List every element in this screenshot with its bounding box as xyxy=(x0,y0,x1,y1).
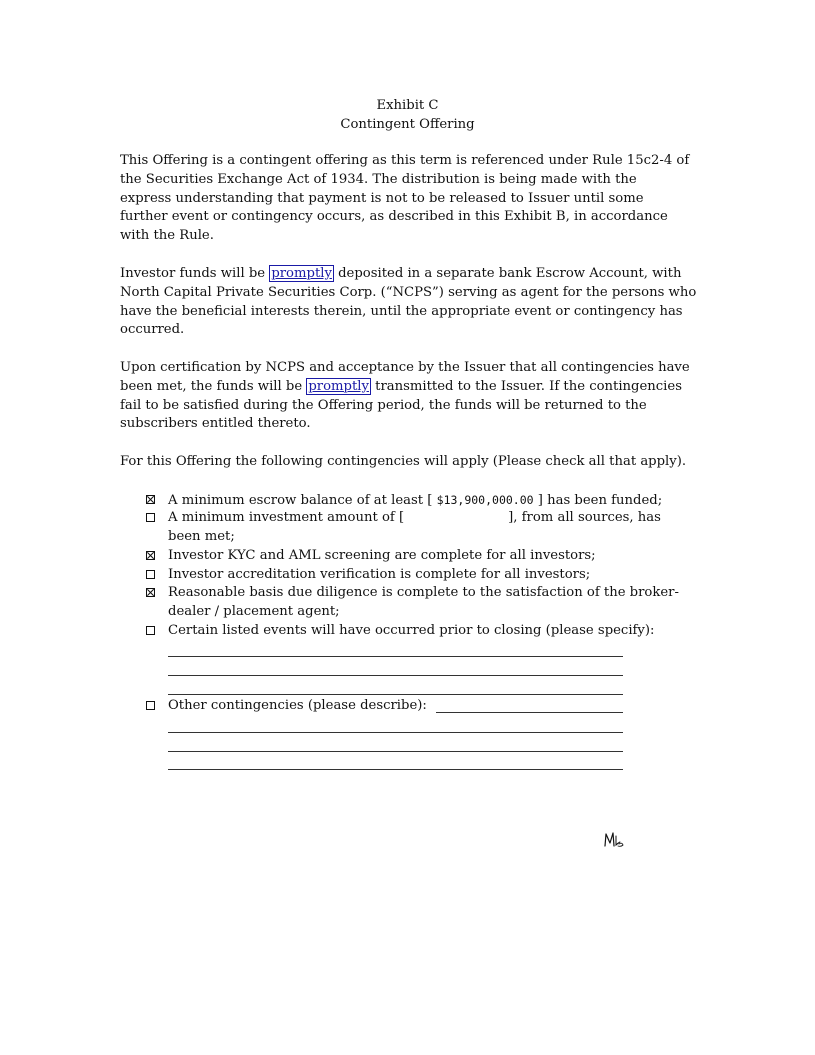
checkbox-other[interactable] xyxy=(146,701,155,710)
paragraph-contingent-offering xyxy=(120,152,705,246)
text-line: This Offering is a contingent offering as this term is referenced under Rule 15c2-4 of xyxy=(120,153,690,168)
listed-events-line-3[interactable] xyxy=(168,694,623,695)
text-line: express understanding that payment is not to be released to Issuer until some xyxy=(120,190,644,206)
contingency-text xyxy=(168,509,661,547)
contingency-text xyxy=(168,697,427,716)
exhibit-label: Exhibit C xyxy=(376,98,439,113)
text-line: been met; xyxy=(168,528,235,544)
text-line: North Capital Private Securities Corp. (“NCPS”) serving as agent for the persons who xyxy=(120,284,697,300)
text-line xyxy=(120,265,705,284)
text-line xyxy=(120,378,705,397)
checkbox-minimum-investment[interactable] xyxy=(146,513,155,522)
listed-events-line-1[interactable] xyxy=(168,656,623,657)
text-line: Upon certification by NCPS and acceptance by the Issuer that all contingencies have xyxy=(120,360,690,375)
other-contingencies-line-3[interactable] xyxy=(168,769,623,770)
other-contingencies-line-2[interactable] xyxy=(168,751,623,752)
text-line: Certain listed events will have occurred prior to closing (please specify): xyxy=(168,623,655,638)
text-fragment: A minimum escrow balance of at least [ xyxy=(168,493,437,508)
other-contingencies-line-0[interactable] xyxy=(436,712,623,713)
checkbox-accreditation[interactable] xyxy=(146,570,155,579)
paragraph-instructions xyxy=(120,453,705,472)
escrow-amount-field[interactable]: $13,900,000.00 xyxy=(436,493,534,507)
checkbox-kyc-aml[interactable] xyxy=(146,551,155,560)
text-line: further event or contingency occurs, as described in this Exhibit B, in accordance xyxy=(120,209,668,225)
text-fragment: ], from all sources, has xyxy=(508,510,661,525)
text-line: subscribers entitled thereto. xyxy=(120,416,311,432)
signature-initials xyxy=(603,830,627,850)
text-line: Investor accreditation verification is complete for all investors; xyxy=(168,567,591,582)
text-line: have the beneficial interests therein, until the appropriate event or contingency has xyxy=(120,303,683,319)
text-fragment: been met, the funds will be xyxy=(120,378,307,394)
text-line: Other contingencies (please describe): xyxy=(168,698,427,713)
text-line xyxy=(168,509,661,528)
text-line: dealer / placement agent; xyxy=(168,603,340,619)
text-line: occurred. xyxy=(120,322,185,338)
text-line: with the Rule. xyxy=(120,228,214,244)
document-title: Contingent Offering xyxy=(340,117,475,132)
text-line: Investor KYC and AML screening are complete for all investors; xyxy=(168,548,596,563)
promptly-link[interactable]: promptly xyxy=(271,266,332,281)
text-line: For this Offering the following contingencies will apply (Please check all that apply). xyxy=(120,454,687,469)
contingency-text xyxy=(168,622,654,641)
text-line: Reasonable basis due diligence is complete to the satisfaction of the broker- xyxy=(168,585,679,600)
text-fragment: deposited in a separate bank Escrow Account, with xyxy=(333,266,682,281)
paragraph-escrow-deposit xyxy=(120,265,705,340)
text-fragment: Investor funds will be xyxy=(120,266,270,281)
contingency-text xyxy=(168,566,590,585)
checkbox-listed-events[interactable] xyxy=(146,626,155,635)
text-line: fail to be satisfied during the Offering period, the funds will be returned to the xyxy=(120,397,647,413)
checkbox-escrow-balance[interactable] xyxy=(146,495,155,504)
listed-events-line-2[interactable] xyxy=(168,675,623,676)
promptly-link[interactable]: promptly xyxy=(308,378,369,394)
contingency-text xyxy=(168,491,662,511)
text-line: the Securities Exchange Act of 1934. The distribution is being made with the xyxy=(120,171,637,187)
text-fragment: transmitted to the Issuer. If the contingencies xyxy=(370,378,682,394)
other-contingencies-line-1[interactable] xyxy=(168,732,623,733)
text-fragment: A minimum investment amount of [ xyxy=(168,510,405,525)
contingency-text xyxy=(168,584,679,622)
checkbox-due-diligence[interactable] xyxy=(146,588,155,597)
paragraph-certification xyxy=(120,359,705,434)
contingency-text xyxy=(168,547,596,566)
text-fragment: ] has been funded; xyxy=(533,493,663,508)
text-line xyxy=(168,491,662,511)
